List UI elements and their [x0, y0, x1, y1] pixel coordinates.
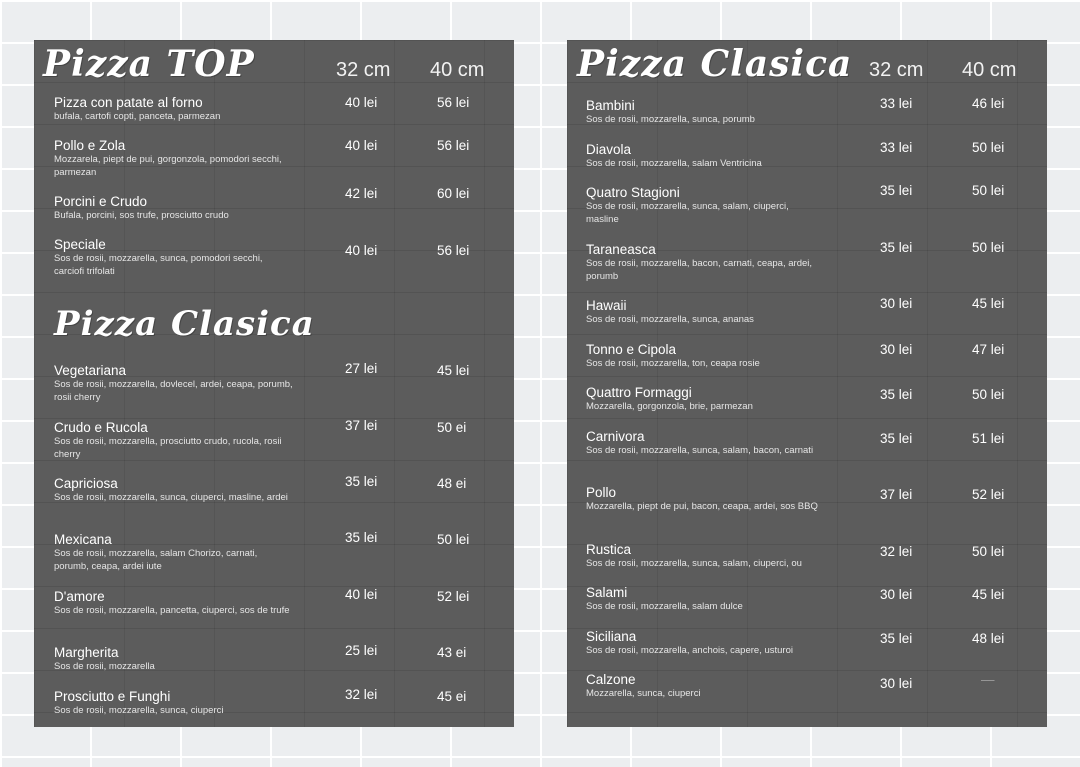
pizza-top-title: Pizza TOP — [43, 43, 255, 85]
pizza-clasica-title-left: Pizza Clasica — [54, 304, 315, 344]
item-name: Mexicana — [54, 532, 112, 547]
item-name: Pollo — [586, 485, 617, 500]
item-name: Taraneasca — [586, 242, 656, 257]
price-40cm: 50 lei — [972, 544, 1005, 559]
price-32cm: 35 lei — [880, 631, 913, 646]
menu-item — [567, 629, 1047, 669]
menu-item — [567, 585, 1047, 625]
price-32cm: 35 lei — [345, 530, 378, 545]
size-header-40: 40 cm — [430, 59, 485, 81]
menu-item — [34, 95, 514, 135]
item-name: Speciale — [54, 237, 106, 252]
menu-item — [567, 298, 1047, 338]
size-header-32: 32 cm — [336, 59, 391, 81]
menu-item — [34, 476, 514, 516]
size-header-32: 32 cm — [869, 59, 924, 81]
menu-item — [567, 98, 1047, 138]
menu-item — [34, 237, 514, 277]
price-40cm: 50 lei — [437, 532, 470, 547]
menu-item — [34, 589, 514, 629]
menu-item — [34, 186, 514, 226]
item-description: Sos de rosii, mozzarella, salam dulce — [586, 601, 743, 612]
item-description: Sos de rosii, mozzarella, sunca, ananas — [586, 314, 754, 325]
price-40cm: 46 lei — [972, 96, 1005, 111]
price-32cm: 35 lei — [880, 431, 913, 446]
price-32cm: 33 lei — [880, 96, 913, 111]
item-name: Tonno e Cipola — [586, 342, 677, 357]
menu-item — [34, 363, 514, 403]
item-name: Pizza con patate al forno — [54, 95, 203, 110]
item-name: Calzone — [586, 672, 636, 687]
price-32cm: 42 lei — [345, 186, 378, 201]
menu-item — [567, 142, 1047, 182]
item-description: Sos de rosii, mozzarella, sunca, porumb — [586, 114, 755, 125]
price-32cm: 33 lei — [880, 140, 913, 155]
item-description: Bufala, porcini, sos trufe, prosciutto crudo — [54, 210, 229, 221]
price-40cm: 60 lei — [437, 186, 470, 201]
item-description: Mozzarela, piept de pui, gorgonzola, pomodori secchi, parmezan — [54, 154, 282, 178]
price-40cm: 56 lei — [437, 138, 470, 153]
item-description: Sos de rosii, mozzarella, sunca, salam, ciuperci, ou — [586, 558, 802, 569]
menu-item — [567, 485, 1047, 525]
price-40cm: 45 lei — [972, 296, 1005, 311]
item-name: Hawaii — [586, 298, 627, 313]
price-32cm: 32 lei — [345, 687, 378, 702]
price-40cm: 51 lei — [972, 431, 1005, 446]
menu-item — [34, 645, 514, 685]
price-32cm: 40 lei — [345, 138, 378, 153]
price-32cm: 25 lei — [345, 643, 378, 658]
item-description: Sos de rosii, mozzarella, sunca, salam, bacon, carnati — [586, 445, 814, 456]
menu-item — [34, 420, 514, 460]
price-40cm: 50 lei — [972, 183, 1005, 198]
price-40cm: 47 lei — [972, 342, 1005, 357]
price-40cm: 50 ei — [437, 420, 467, 435]
item-description: Sos de rosii, mozzarella, prosciutto crudo, rucola, rosii cherry — [54, 436, 282, 460]
price-32cm: 35 lei — [345, 474, 378, 489]
price-40cm: 52 lei — [972, 487, 1005, 502]
price-32cm: 30 lei — [880, 342, 913, 357]
price-32cm: 35 lei — [880, 387, 913, 402]
item-name: Crudo e Rucola — [54, 420, 148, 435]
price-32cm: 35 lei — [880, 183, 913, 198]
item-name: Quatro Stagioni — [586, 185, 680, 200]
size-header-40: 40 cm — [962, 59, 1017, 81]
item-name: Pollo e Zola — [54, 138, 126, 153]
item-description: Sos de rosii, mozzarella, sunca, ciuperci — [54, 705, 224, 716]
item-description: Mozzarella, gorgonzola, brie, parmezan — [586, 401, 753, 412]
menu-item — [567, 242, 1047, 282]
price-32cm: 27 lei — [345, 361, 378, 376]
item-name: Bambini — [586, 98, 635, 113]
price-40cm: 45 lei — [972, 587, 1005, 602]
item-description: Sos de rosii, mozzarella, pancetta, ciuperci, sos de trufe — [54, 605, 290, 616]
price-32cm: 35 lei — [880, 240, 913, 255]
menu-item — [34, 138, 514, 178]
price-32cm: 30 lei — [880, 296, 913, 311]
item-name: Salami — [586, 585, 628, 600]
item-description: Sos de rosii, mozzarella, anchois, capere, usturoi — [586, 645, 793, 656]
price-40cm: 43 ei — [437, 645, 467, 660]
item-description: Sos de rosii, mozzarella, ton, ceapa rosie — [586, 358, 760, 369]
item-description: Sos de rosii, mozzarella, salam Ventricina — [586, 158, 762, 169]
item-name: Siciliana — [586, 629, 637, 644]
menu-item — [567, 185, 1047, 225]
price-32cm: 40 lei — [345, 95, 378, 110]
item-description: Sos de rosii, mozzarella, sunca, salam, ciuperci, masline — [586, 201, 789, 225]
menu-item — [567, 385, 1047, 425]
price-32cm: 30 lei — [880, 676, 913, 691]
item-name: D'amore — [54, 589, 105, 604]
item-name: Prosciutto e Funghi — [54, 689, 171, 704]
item-description: Sos de rosii, mozzarella, bacon, carnati, ceapa, ardei, porumb — [586, 258, 813, 282]
price-32cm: 32 lei — [880, 544, 913, 559]
menu-item — [567, 429, 1047, 469]
price-40cm: 56 lei — [437, 95, 470, 110]
item-description: Sos de rosii, mozzarella, dovlecel, ardei, ceapa, porumb, rosii cherry — [54, 379, 293, 403]
menu-item — [567, 672, 1047, 712]
menu-item — [567, 542, 1047, 582]
price-40cm: 52 lei — [437, 589, 470, 604]
item-description: Sos de rosii, mozzarella — [54, 661, 155, 672]
price-40cm: 48 lei — [972, 631, 1005, 646]
item-description: Mozzarella, sunca, ciuperci — [586, 688, 701, 699]
price-40cm: 56 lei — [437, 243, 470, 258]
item-name: Rustica — [586, 542, 632, 557]
price-32cm: 37 lei — [880, 487, 913, 502]
item-name: Diavola — [586, 142, 632, 157]
item-name: Margherita — [54, 645, 119, 660]
item-name: Capriciosa — [54, 476, 118, 491]
price-40cm: 45 ei — [437, 689, 467, 704]
price-32cm: 37 lei — [345, 418, 378, 433]
menu-item — [34, 532, 514, 572]
item-name: Carnivora — [586, 429, 645, 444]
item-name: Quattro Formaggi — [586, 385, 692, 400]
menu-item — [567, 342, 1047, 382]
menu-panel-left — [34, 40, 514, 727]
item-description: Sos de rosii, mozzarella, sunca, pomodori secchi, carciofi trifolati — [54, 253, 263, 277]
price-32cm: 30 lei — [880, 587, 913, 602]
menu-item — [34, 689, 514, 729]
item-name: Porcini e Crudo — [54, 194, 148, 209]
item-description: bufala, cartofi copti, panceta, parmezan — [54, 111, 221, 122]
item-description: Mozzarella, piept de pui, bacon, ceapa, ardei, sos BBQ — [586, 501, 818, 512]
price-40cm: 50 lei — [972, 140, 1005, 155]
item-description: Sos de rosii, mozzarella, sunca, ciuperci, masline, ardei — [54, 492, 288, 503]
menu-panel-right — [567, 40, 1047, 727]
price-40cm: 48 ei — [437, 476, 467, 491]
price-40cm-unavailable: — — [981, 672, 995, 687]
item-description: Sos de rosii, mozzarella, salam Chorizo, carnati, porumb, ceapa, ardei iute — [54, 548, 258, 572]
price-40cm: 50 lei — [972, 240, 1005, 255]
pizza-clasica-title-right: Pizza Clasica — [577, 43, 853, 85]
price-32cm: 40 lei — [345, 243, 378, 258]
price-32cm: 40 lei — [345, 587, 378, 602]
price-40cm: 50 lei — [972, 387, 1005, 402]
item-name: Vegetariana — [54, 363, 127, 378]
price-40cm: 45 lei — [437, 363, 470, 378]
